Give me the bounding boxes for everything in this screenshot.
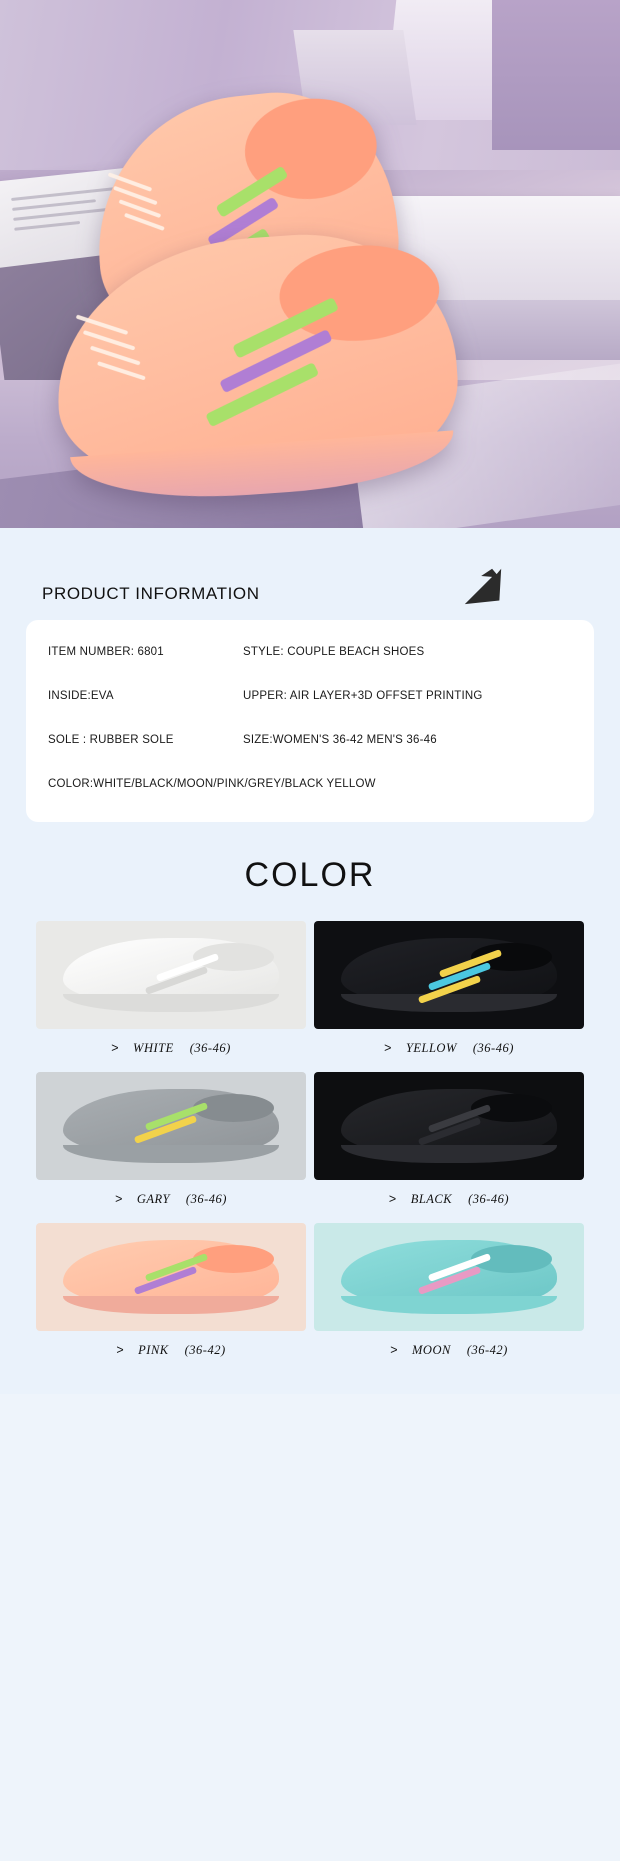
color-name: MOON — [412, 1343, 451, 1357]
color-swatch-photo — [36, 1072, 306, 1180]
info-sole: SOLE : RUBBER SOLE — [48, 734, 174, 746]
color-swatch-photo — [36, 1223, 306, 1331]
info-color: COLOR:WHITE/BLACK/MOON/PINK/GREY/BLACK YELLOW — [48, 778, 376, 790]
info-style: STYLE: COUPLE BEACH SHOES — [243, 646, 425, 658]
color-caption — [36, 1192, 306, 1207]
shoe-sole — [341, 994, 557, 1011]
chevron-right-icon: > — [384, 1041, 392, 1055]
color-size-range: (36-46) — [189, 1041, 231, 1055]
color-section-title: COLOR — [244, 856, 376, 894]
shoe-sole — [341, 1145, 557, 1162]
hero-shoe-front — [48, 224, 464, 501]
page-title: PRODUCT INFORMATION — [42, 584, 260, 603]
color-options-grid — [26, 915, 594, 1394]
info-row — [48, 734, 572, 746]
info-row — [48, 690, 572, 702]
color-size-range: (36-42) — [466, 1343, 508, 1357]
color-name: PINK — [138, 1343, 169, 1357]
cursor-arrow-icon — [461, 566, 505, 606]
color-option-black[interactable] — [310, 1066, 588, 1217]
color-option-white[interactable] — [32, 915, 310, 1066]
shoe-sole — [341, 1296, 557, 1313]
color-option-yellow[interactable] — [310, 915, 588, 1066]
shoe-sole — [63, 1296, 279, 1313]
color-caption — [314, 1343, 584, 1358]
color-option-moon[interactable] — [310, 1217, 588, 1368]
color-size-range: (36-46) — [472, 1041, 514, 1055]
info-row — [48, 778, 572, 790]
color-caption — [36, 1041, 306, 1056]
hero-panel-purple — [492, 0, 620, 150]
chevron-right-icon: > — [115, 1192, 123, 1206]
color-name: BLACK — [410, 1192, 453, 1206]
shoe-sole — [63, 1145, 279, 1162]
chevron-right-icon: > — [390, 1343, 398, 1357]
color-size-range: (36-46) — [185, 1192, 227, 1206]
info-row — [48, 646, 572, 658]
color-swatch-photo — [36, 921, 306, 1029]
info-upper: UPPER: AIR LAYER+3D OFFSET PRINTING — [243, 690, 483, 702]
color-option-gary[interactable] — [32, 1066, 310, 1217]
color-name: YELLOW — [405, 1041, 457, 1055]
color-caption — [314, 1192, 584, 1207]
product-information-section — [0, 528, 620, 1394]
color-option-pink[interactable] — [32, 1217, 310, 1368]
color-caption — [36, 1343, 306, 1358]
color-size-range: (36-46) — [468, 1192, 510, 1206]
color-swatch-photo — [314, 1223, 584, 1331]
info-item-number: ITEM NUMBER: 6801 — [48, 646, 164, 658]
color-name: GARY — [136, 1192, 170, 1206]
shoe-sole — [63, 994, 279, 1011]
info-size: SIZE:WOMEN'S 36-42 MEN'S 36-46 — [243, 734, 437, 746]
hero-product-photo — [0, 0, 620, 528]
color-caption — [314, 1041, 584, 1056]
info-inside: INSIDE:EVA — [48, 690, 114, 702]
chevron-right-icon: > — [116, 1343, 125, 1357]
color-swatch-photo — [314, 921, 584, 1029]
color-name: WHITE — [133, 1041, 174, 1055]
color-size-range: (36-42) — [184, 1343, 226, 1357]
product-information-card — [26, 620, 594, 822]
chevron-right-icon: > — [388, 1192, 397, 1206]
color-swatch-photo — [314, 1072, 584, 1180]
chevron-right-icon: > — [111, 1041, 120, 1055]
